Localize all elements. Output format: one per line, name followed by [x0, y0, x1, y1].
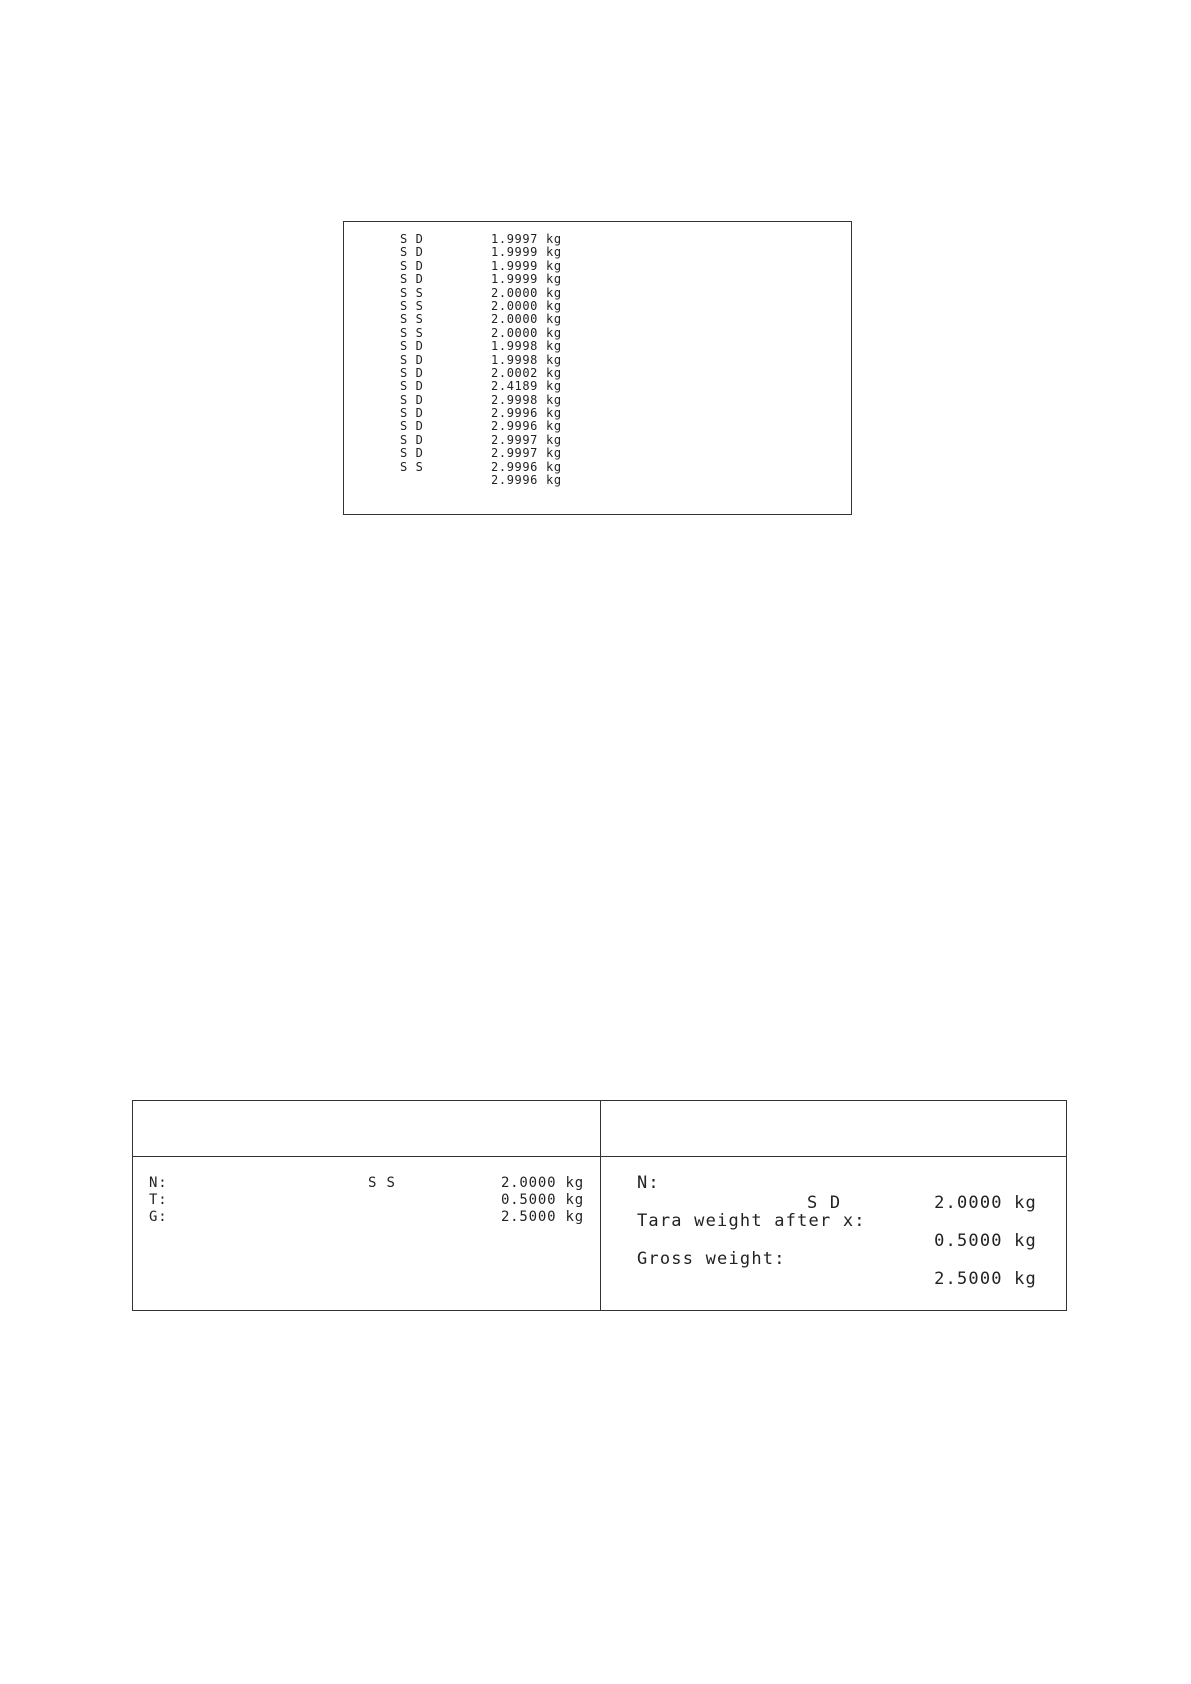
- gross-row: [149, 1209, 584, 1226]
- stability-status: S D: [400, 339, 424, 354]
- net-row: [149, 1175, 584, 1192]
- printout-line: [400, 474, 562, 487]
- weight-unit: kg: [546, 285, 562, 300]
- printout-line: [400, 233, 562, 246]
- printout-line: [400, 420, 562, 433]
- weight-value: 2.9996: [491, 473, 538, 488]
- weight-value: 2.9996: [491, 419, 538, 434]
- printout-lines: [400, 233, 562, 487]
- tara-value: 0.5000 kg: [934, 1231, 1037, 1251]
- stability-status: S D: [400, 258, 424, 273]
- weight-unit: kg: [546, 419, 562, 434]
- weight-value: 2.9998: [491, 392, 538, 407]
- weight-value: 1.9998: [491, 339, 538, 354]
- stability-status: S D: [400, 245, 424, 260]
- printout-line: [400, 394, 562, 407]
- weight-value: 2.0000: [491, 325, 538, 340]
- tara-label: Tara weight after x:: [637, 1211, 866, 1231]
- weight-unit: kg: [546, 406, 562, 421]
- net-value: 2.0000 kg: [500, 1175, 584, 1191]
- weight-unit: kg: [546, 245, 562, 260]
- printout-line: [400, 246, 562, 259]
- gross-label: G:: [149, 1209, 168, 1225]
- weight-unit: kg: [546, 392, 562, 407]
- printout-line: [400, 447, 562, 460]
- weight-value: 1.9998: [491, 352, 538, 367]
- weight-value: 1.9999: [491, 258, 538, 273]
- weight-unit: kg: [546, 325, 562, 340]
- weight-value: 2.9996: [491, 459, 538, 474]
- tare-value: 0.5000 kg: [500, 1192, 584, 1208]
- printout-line: [400, 340, 562, 353]
- net-status: S S: [368, 1175, 396, 1191]
- weight-value: 2.0000: [491, 298, 538, 313]
- weight-value: 1.9999: [491, 272, 538, 287]
- printout-line: [400, 313, 562, 326]
- gross-value: 2.5000 kg: [500, 1209, 584, 1225]
- printout-line: [400, 273, 562, 286]
- stability-status: S D: [400, 352, 424, 367]
- stability-status: S D: [400, 379, 424, 394]
- weight-value: 2.9997: [491, 446, 538, 461]
- printout-line: [400, 461, 562, 474]
- weight-unit: kg: [546, 312, 562, 327]
- gross-value-large: 2.5000 kg: [934, 1269, 1037, 1289]
- printout-line: [400, 300, 562, 313]
- printout-line: [400, 367, 562, 380]
- weight-value: 2.9997: [491, 432, 538, 447]
- gross-label-large: Gross weight:: [637, 1249, 786, 1269]
- stability-status: S D: [400, 432, 424, 447]
- weight-unit: kg: [546, 272, 562, 287]
- weight-value: 2.4189: [491, 379, 538, 394]
- weight-value: 2.0000: [491, 312, 538, 327]
- weight-unit: kg: [546, 446, 562, 461]
- weight-unit: kg: [546, 339, 562, 354]
- stability-status: S D: [400, 272, 424, 287]
- printout-line: [400, 434, 562, 447]
- stability-status: S D: [400, 232, 424, 246]
- weight-value: 1.9997: [491, 232, 538, 246]
- weight-unit: kg: [546, 352, 562, 367]
- weight-unit: kg: [546, 365, 562, 380]
- printout-box: [343, 221, 852, 515]
- printout-line: [400, 407, 562, 420]
- printout-line: [400, 260, 562, 273]
- weight-unit: kg: [546, 379, 562, 394]
- tare-row: [149, 1192, 584, 1209]
- stability-status: S D: [400, 406, 424, 421]
- stability-status: S D: [400, 392, 424, 407]
- table-header-left: [143, 1101, 593, 1156]
- stability-status: S D: [400, 419, 424, 434]
- table-cell-right: [601, 1157, 1067, 1311]
- stability-status: S D: [400, 365, 424, 380]
- stability-status: S D: [400, 446, 424, 461]
- weight-unit: kg: [546, 432, 562, 447]
- weight-unit: kg: [546, 459, 562, 474]
- comparison-table: [132, 1100, 1067, 1311]
- stability-status: S S: [400, 325, 424, 340]
- printout-line: [400, 380, 562, 393]
- net-status-large: S D: [807, 1193, 842, 1213]
- weight-value: 2.0000: [491, 285, 538, 300]
- weight-value: 1.9999: [491, 245, 538, 260]
- printout-line: [400, 354, 562, 367]
- net-label-large: N:: [637, 1173, 660, 1193]
- net-value-large: 2.0000 kg: [934, 1193, 1037, 1213]
- stability-status: S S: [400, 298, 424, 313]
- printout-line: [400, 327, 562, 340]
- tare-label: T:: [149, 1192, 168, 1208]
- weight-unit: kg: [546, 258, 562, 273]
- table-header-right: [611, 1101, 1061, 1156]
- weight-unit: kg: [546, 298, 562, 313]
- stability-status: S S: [400, 312, 424, 327]
- weight-unit: kg: [546, 232, 562, 246]
- stability-status: S S: [400, 285, 424, 300]
- weight-unit: kg: [546, 473, 562, 488]
- weight-value: 2.9996: [491, 406, 538, 421]
- table-cell-left: [133, 1157, 600, 1311]
- printout-line: [400, 287, 562, 300]
- weight-value: 2.0002: [491, 365, 538, 380]
- net-label: N:: [149, 1175, 168, 1191]
- stability-status: S S: [400, 459, 424, 474]
